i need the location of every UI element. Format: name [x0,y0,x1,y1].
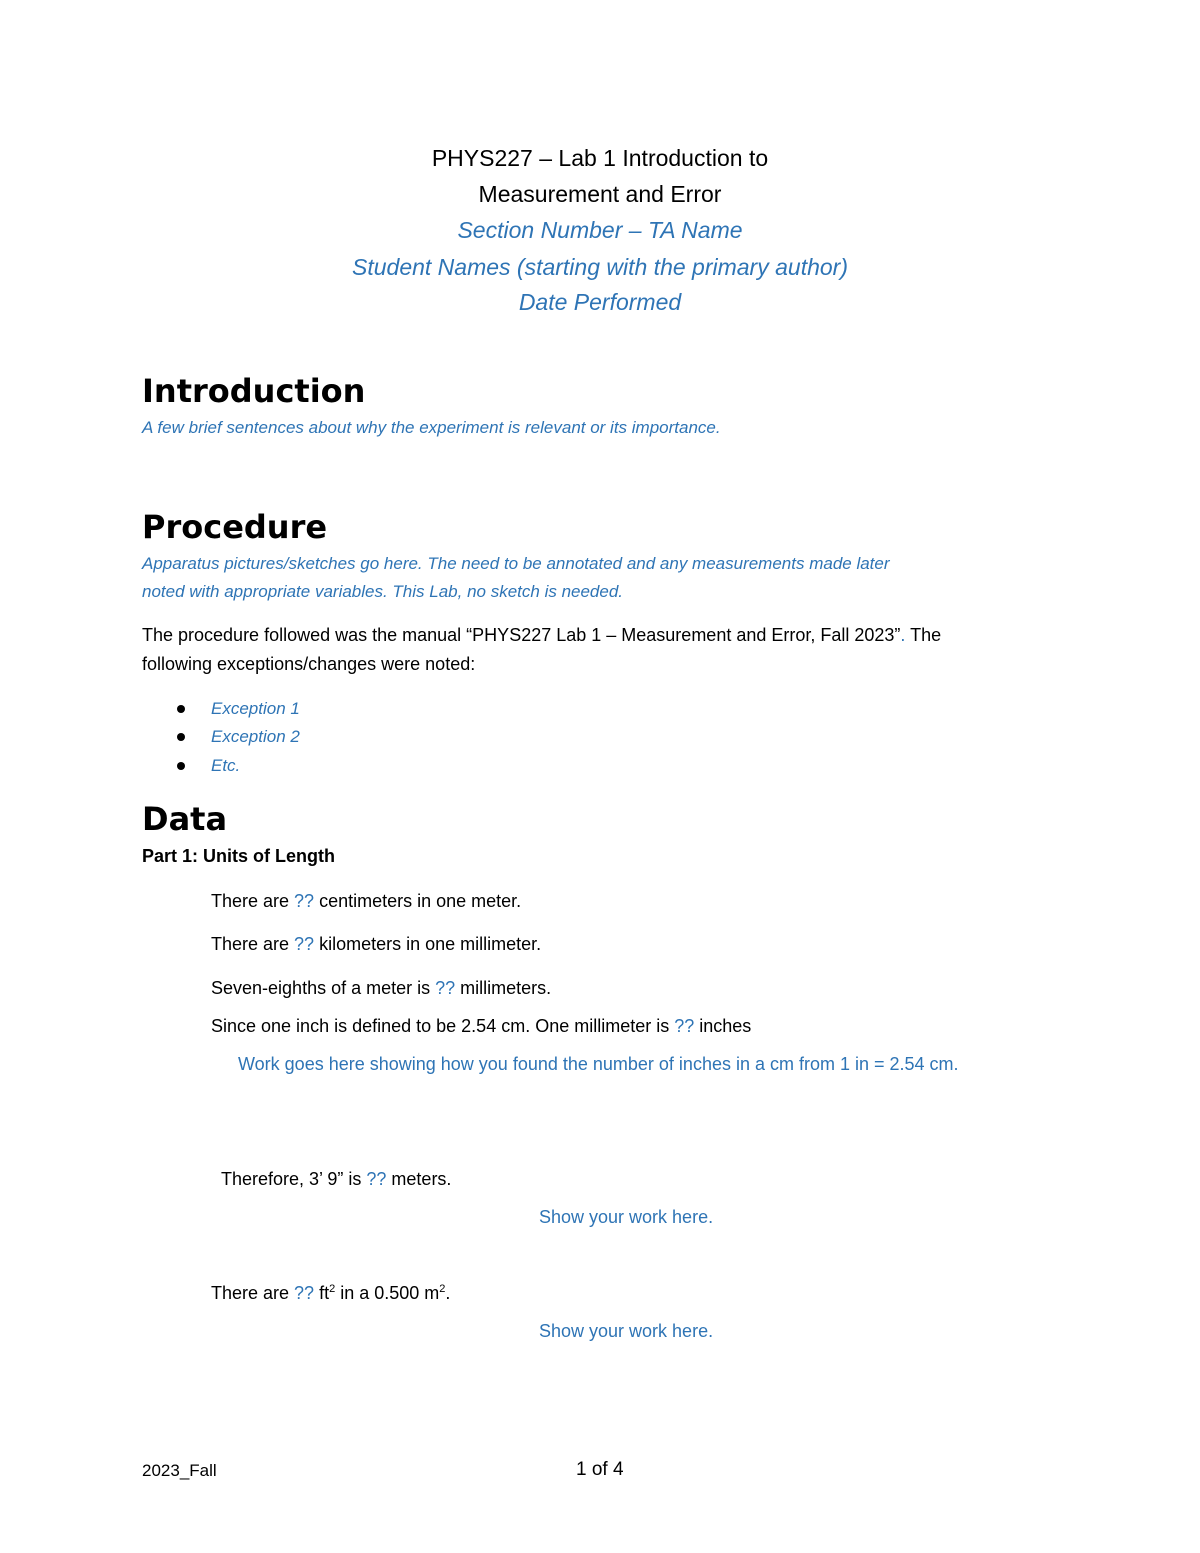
question-text: . [445,1283,451,1303]
document-title-line1: PHYS227 – Lab 1 Introduction to [431,145,769,171]
question-mm-in-inches [211,1016,751,1037]
question-text: centimeters in one meter. [314,891,522,911]
answer-placeholder: ?? [674,1016,695,1036]
question-text: There are [211,934,295,954]
part1-heading: Part 1: Units of Length [142,846,335,866]
question-feet-inches-to-meters [221,1169,451,1190]
bullet-icon [177,733,185,741]
question-text: There are [211,1283,295,1303]
data-heading: Data [142,800,228,838]
question-text: inches [694,1016,752,1036]
question-text: Seven-eighths of a meter is [211,978,436,998]
procedure-manual-tail: The [905,625,942,645]
footer-term: 2023_Fall [142,1461,217,1480]
question-text: meters. [386,1169,452,1189]
section-ta-name: Section Number – TA Name [457,217,743,243]
work-note: Work goes here showing how you found the number of inches in a cm from 1 in = 2.54 cm. [238,1054,959,1074]
date-performed: Date Performed [518,289,682,315]
document-title-line2: Measurement and Error [478,181,722,207]
procedure-heading: Procedure [142,508,328,546]
procedure-manual-text: The procedure followed was the manual “PHYS227 Lab 1 – Measurement and Error, Fall 2023” [142,625,901,645]
question-km-in-mm [211,934,541,955]
exception-item: Exception 2 [211,727,300,746]
bullet-icon [177,705,185,713]
introduction-text: A few brief sentences about why the experiment is relevant or its importance. [142,418,721,437]
apparatus-text-line1: Apparatus pictures/sketches go here. The need to be annotated and any measurements made later [142,554,890,573]
introduction-heading: Introduction [142,372,366,410]
show-work-note: Show your work here. [539,1321,714,1341]
question-text: ft [314,1283,330,1303]
page-number: 1 of 4 [576,1459,624,1480]
answer-placeholder: ?? [366,1169,387,1189]
answer-placeholder: ?? [294,891,315,911]
superscript: 2 [439,1283,446,1295]
exception-item: Etc. [211,756,241,775]
superscript: 2 [329,1283,336,1295]
procedure-manual-line1 [142,625,941,646]
question-text: kilometers in one millimeter. [314,934,542,954]
question-text: Since one inch is defined to be 2.54 cm. One millimeter is [211,1016,675,1036]
question-text: in a 0.500 m [335,1283,440,1303]
question-text: millimeters. [455,978,552,998]
question-text: Therefore, 3’ 9” is [221,1169,367,1189]
question-ft2-in-m2 [211,1283,450,1304]
answer-placeholder: ?? [294,934,315,954]
student-names: Student Names (starting with the primary author) [352,254,848,280]
question-seven-eighths [211,978,551,999]
question-text: There are [211,891,295,911]
answer-placeholder: ?? [435,978,456,998]
bullet-icon [177,762,185,770]
exception-item: Exception 1 [211,699,300,718]
procedure-manual-dot: . [900,625,906,645]
apparatus-text-line2: noted with appropriate variables. This Lab, no sketch is needed. [142,582,624,601]
procedure-manual-line2: following exceptions/changes were noted: [142,654,476,674]
answer-placeholder: ?? [294,1283,315,1303]
question-cm-in-meter [211,891,521,912]
show-work-note: Show your work here. [539,1207,714,1227]
